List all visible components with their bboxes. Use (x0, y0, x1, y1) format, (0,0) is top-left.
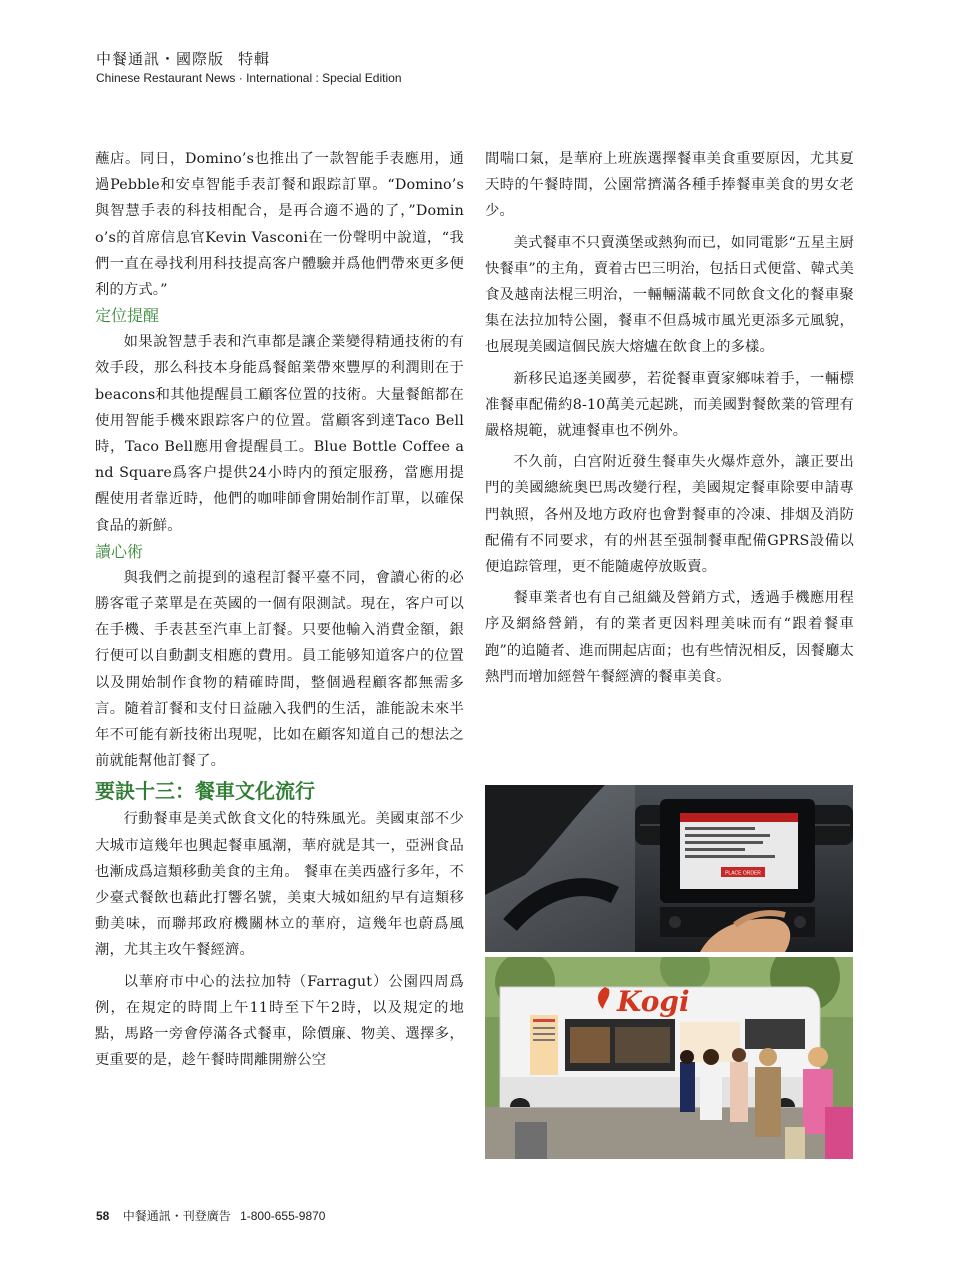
paragraph: 新移民追逐美國夢，若從餐車賣家鄉味着手，一輛標准餐車配備約8-10萬美元起跳，而美國對餐飲業的管理有嚴格規範，就連餐車也不例外。 (485, 370, 854, 440)
publication-title-en: Chinese Restaurant News · International : Special Edition (96, 71, 402, 85)
paragraph: 如果說智慧手表和汽車都是讓企業變得精通技術的有效手段，那么科技本身能爲餐館業帶來豐厚的利潤則在于beacons和其他提醒員工顧客位置的技術。大量餐館都在使用智能手機來跟踪客户的位置。當顧客到達Taco Bell時，Taco Bell應用會提醒員工。Blue Bottle Coffee and Square爲客户提供24小時内的預定服務，當應用提醒使用者靠近時，他們的咖啡師會開始制作訂單，以確保食品的新鮮。 (95, 334, 464, 534)
section-heading-food-truck: 要訣十三：餐車文化流行 (95, 779, 315, 804)
paragraph: 行動餐車是美式飲食文化的特殊風光。美國東部不少大城市這幾年也興起餐車風潮，華府就是其一，亞洲食品也漸成爲這類移動美食的主角。 餐車在美西盛行多年，不少臺式餐飲也藉此打響名號，美東大城如紐約早有這類移動美味，而聯邦政府機關林立的華府，這幾年也蔚爲風潮，尤其主攻午餐經濟。 (95, 811, 464, 959)
footer-phone: 1-800-655-9870 (240, 1209, 326, 1223)
car-dashboard-photo (485, 785, 853, 952)
paragraph: 與我們之前提到的遠程訂餐平臺不同，會讀心術的必勝客電子菜單是在英國的一個有限測試。現在，客户可以在手機、手表甚至汽車上訂餐。只要他輸入消費金額，銀行便可以自動劃支相應的費用。員工能够知道客户的位置以及開始制作食物的精確時間，整個過程顧客都無需多言。隨着訂餐和支付日益融入我們的生活，誰能說未來半年不可能有新技術出現呢，比如在顧客知道自己的想法之前就能幫他訂餐了。 (95, 569, 464, 770)
paragraph: 不久前，白宫附近發生餐車失火爆炸意外，讓正要出門的美國總統奥巴馬改變行程，美國規定餐車除要申請專門執照，各州及地方政府也會對餐車的冷凍、排烟及消防配備有不同要求，有的州甚至强制餐車配備GPRS設備以便追踪管理，更不能隨處停放販賣。 (485, 454, 854, 576)
paragraph: 間喘口氣，是華府上班族選擇餐車美食重要原因，尤其夏天時的午餐時間，公園常擠滿各種手捧餐車美食的男女老少。 (485, 151, 854, 220)
car-dashboard-illustration (485, 785, 853, 952)
section-label: 特輯 (238, 50, 271, 68)
place-order-text: PLACE ORDER (725, 870, 761, 877)
paragraph: 蘸店。同日，Domino’s也推出了一款智能手表應用，通過Pebble和安卓智能手表訂餐和跟踪訂單。“Domino’s與智慧手表的科技相配合，是再合適不過的了，”Domino’s的首席信息官Kevin Vasconi在一份聲明中說道，“我們一直在尋找利用科技提高客户體驗并爲他們帶來更多便利的方式。” (95, 151, 464, 299)
food-truck-photo (485, 957, 853, 1159)
paragraph: 餐車業者也有自己組織及營銷方式，透過手機應用程序及網絡營銷，有的業者更因料理美味而有“跟着餐車跑”的追隨者、進而開起店面；也有些情況相反，因餐廳太熱門而增加經營午餐經濟的餐車美食。 (485, 590, 854, 685)
food-truck-illustration (485, 957, 853, 1159)
masthead (96, 50, 402, 86)
paragraph: 以華府市中心的法拉加特（Farragut）公園四周爲例，在規定的時間上午11時至下午2時，以及規定的地點，馬路一旁會停滿各式餐車，除價廉、物美、選擇多，更重要的是，趁午餐時間離開辦公空 (95, 973, 464, 1069)
publication-title-zh: 中餐通訊・國際版 (96, 50, 225, 68)
section-heading-mind-reading: 讀心術 (95, 541, 144, 561)
paragraph: 美式餐車不只賣漢堡或熱狗而已，如同電影“五星主厨快餐車”的主角，賣着古巴三明治，包括日式便當、韓式美食及越南法棍三明治，一輛輛滿載不同飲食文化的餐車聚集在法拉加特公園，餐車不但爲城市風光更添多元風貌，也展現美國這個民族大熔爐在飲食上的多樣。 (485, 234, 854, 356)
left-column (95, 146, 464, 1074)
page-footer (96, 1207, 325, 1224)
right-column (485, 146, 854, 690)
page-number: 58 (96, 1209, 110, 1223)
footer-publication-name: 中餐通訊・刊登廣告 (122, 1209, 231, 1223)
section-heading-location-alerts: 定位提醒 (95, 306, 160, 326)
truck-sign-text: Kogi (617, 985, 690, 1018)
